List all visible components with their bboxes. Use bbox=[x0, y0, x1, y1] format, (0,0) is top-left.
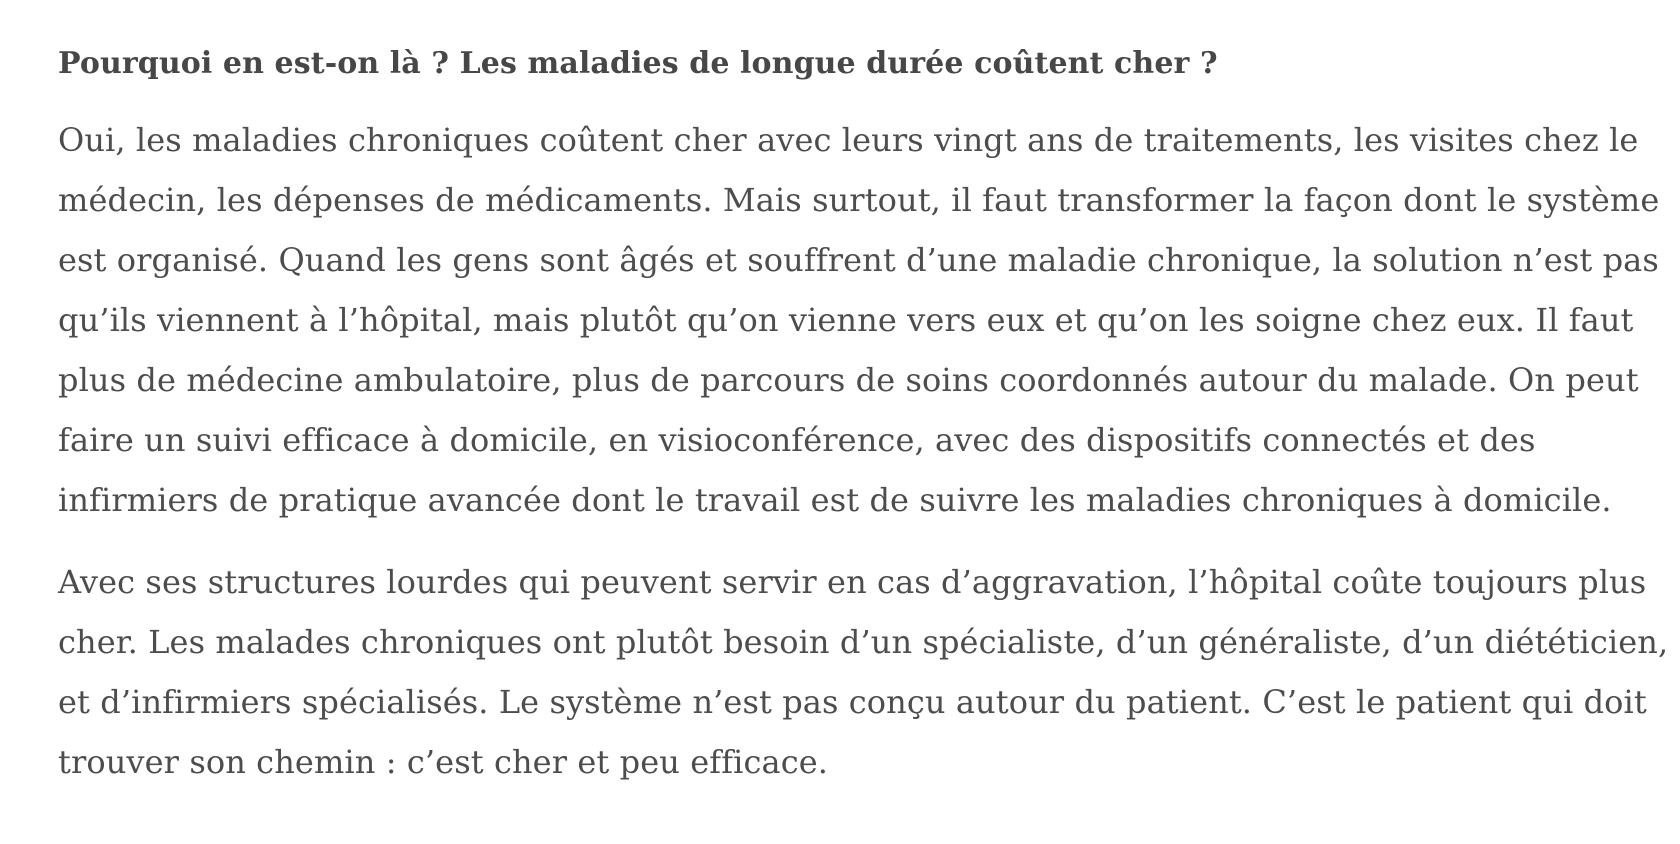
paragraph-line: Avec ses structures lourdes qui peuvent servir en cas d’aggravation, l’hôpital coûte toujours plus bbox=[58, 563, 1647, 601]
paragraph-line: est organisé. Quand les gens sont âgés et souffrent d’une maladie chronique, la solution n’est pas bbox=[58, 241, 1659, 279]
paragraph-line: trouver son chemin : c’est cher et peu efficace. bbox=[58, 743, 829, 781]
paragraph-line: médecin, les dépenses de médicaments. Mais surtout, il faut transformer la façon dont le système bbox=[58, 181, 1660, 219]
article-paragraph-1 bbox=[58, 110, 1658, 530]
article-body bbox=[58, 40, 1669, 792]
article-question-heading: Pourquoi en est-on là ? Les maladies de longue durée coûtent cher ? bbox=[58, 46, 1218, 81]
paragraph-line: qu’ils viennent à l’hôpital, mais plutôt qu’on vienne vers eux et qu’on les soigne chez eux. Il faut bbox=[58, 301, 1634, 339]
paragraph-line: faire un suivi efficace à domicile, en visioconférence, avec des dispositifs connectés et des bbox=[58, 421, 1536, 459]
paragraph-line: plus de médecine ambulatoire, plus de parcours de soins coordonnés autour du malade. On peut bbox=[58, 361, 1639, 399]
paragraph-line: et d’infirmiers spécialisés. Le système n’est pas conçu autour du patient. C’est le patient qui doit bbox=[58, 683, 1647, 721]
article-paragraph-2 bbox=[58, 552, 1669, 792]
paragraph-line: Oui, les maladies chroniques coûtent cher avec leurs vingt ans de traitements, les visites chez le bbox=[58, 121, 1639, 159]
paragraph-line: infirmiers de pratique avancée dont le travail est de suivre les maladies chroniques à domicile. bbox=[58, 481, 1612, 519]
paragraph-line: cher. Les malades chroniques ont plutôt besoin d’un spécialiste, d’un généraliste, d’un diététicien, bbox=[58, 623, 1669, 661]
